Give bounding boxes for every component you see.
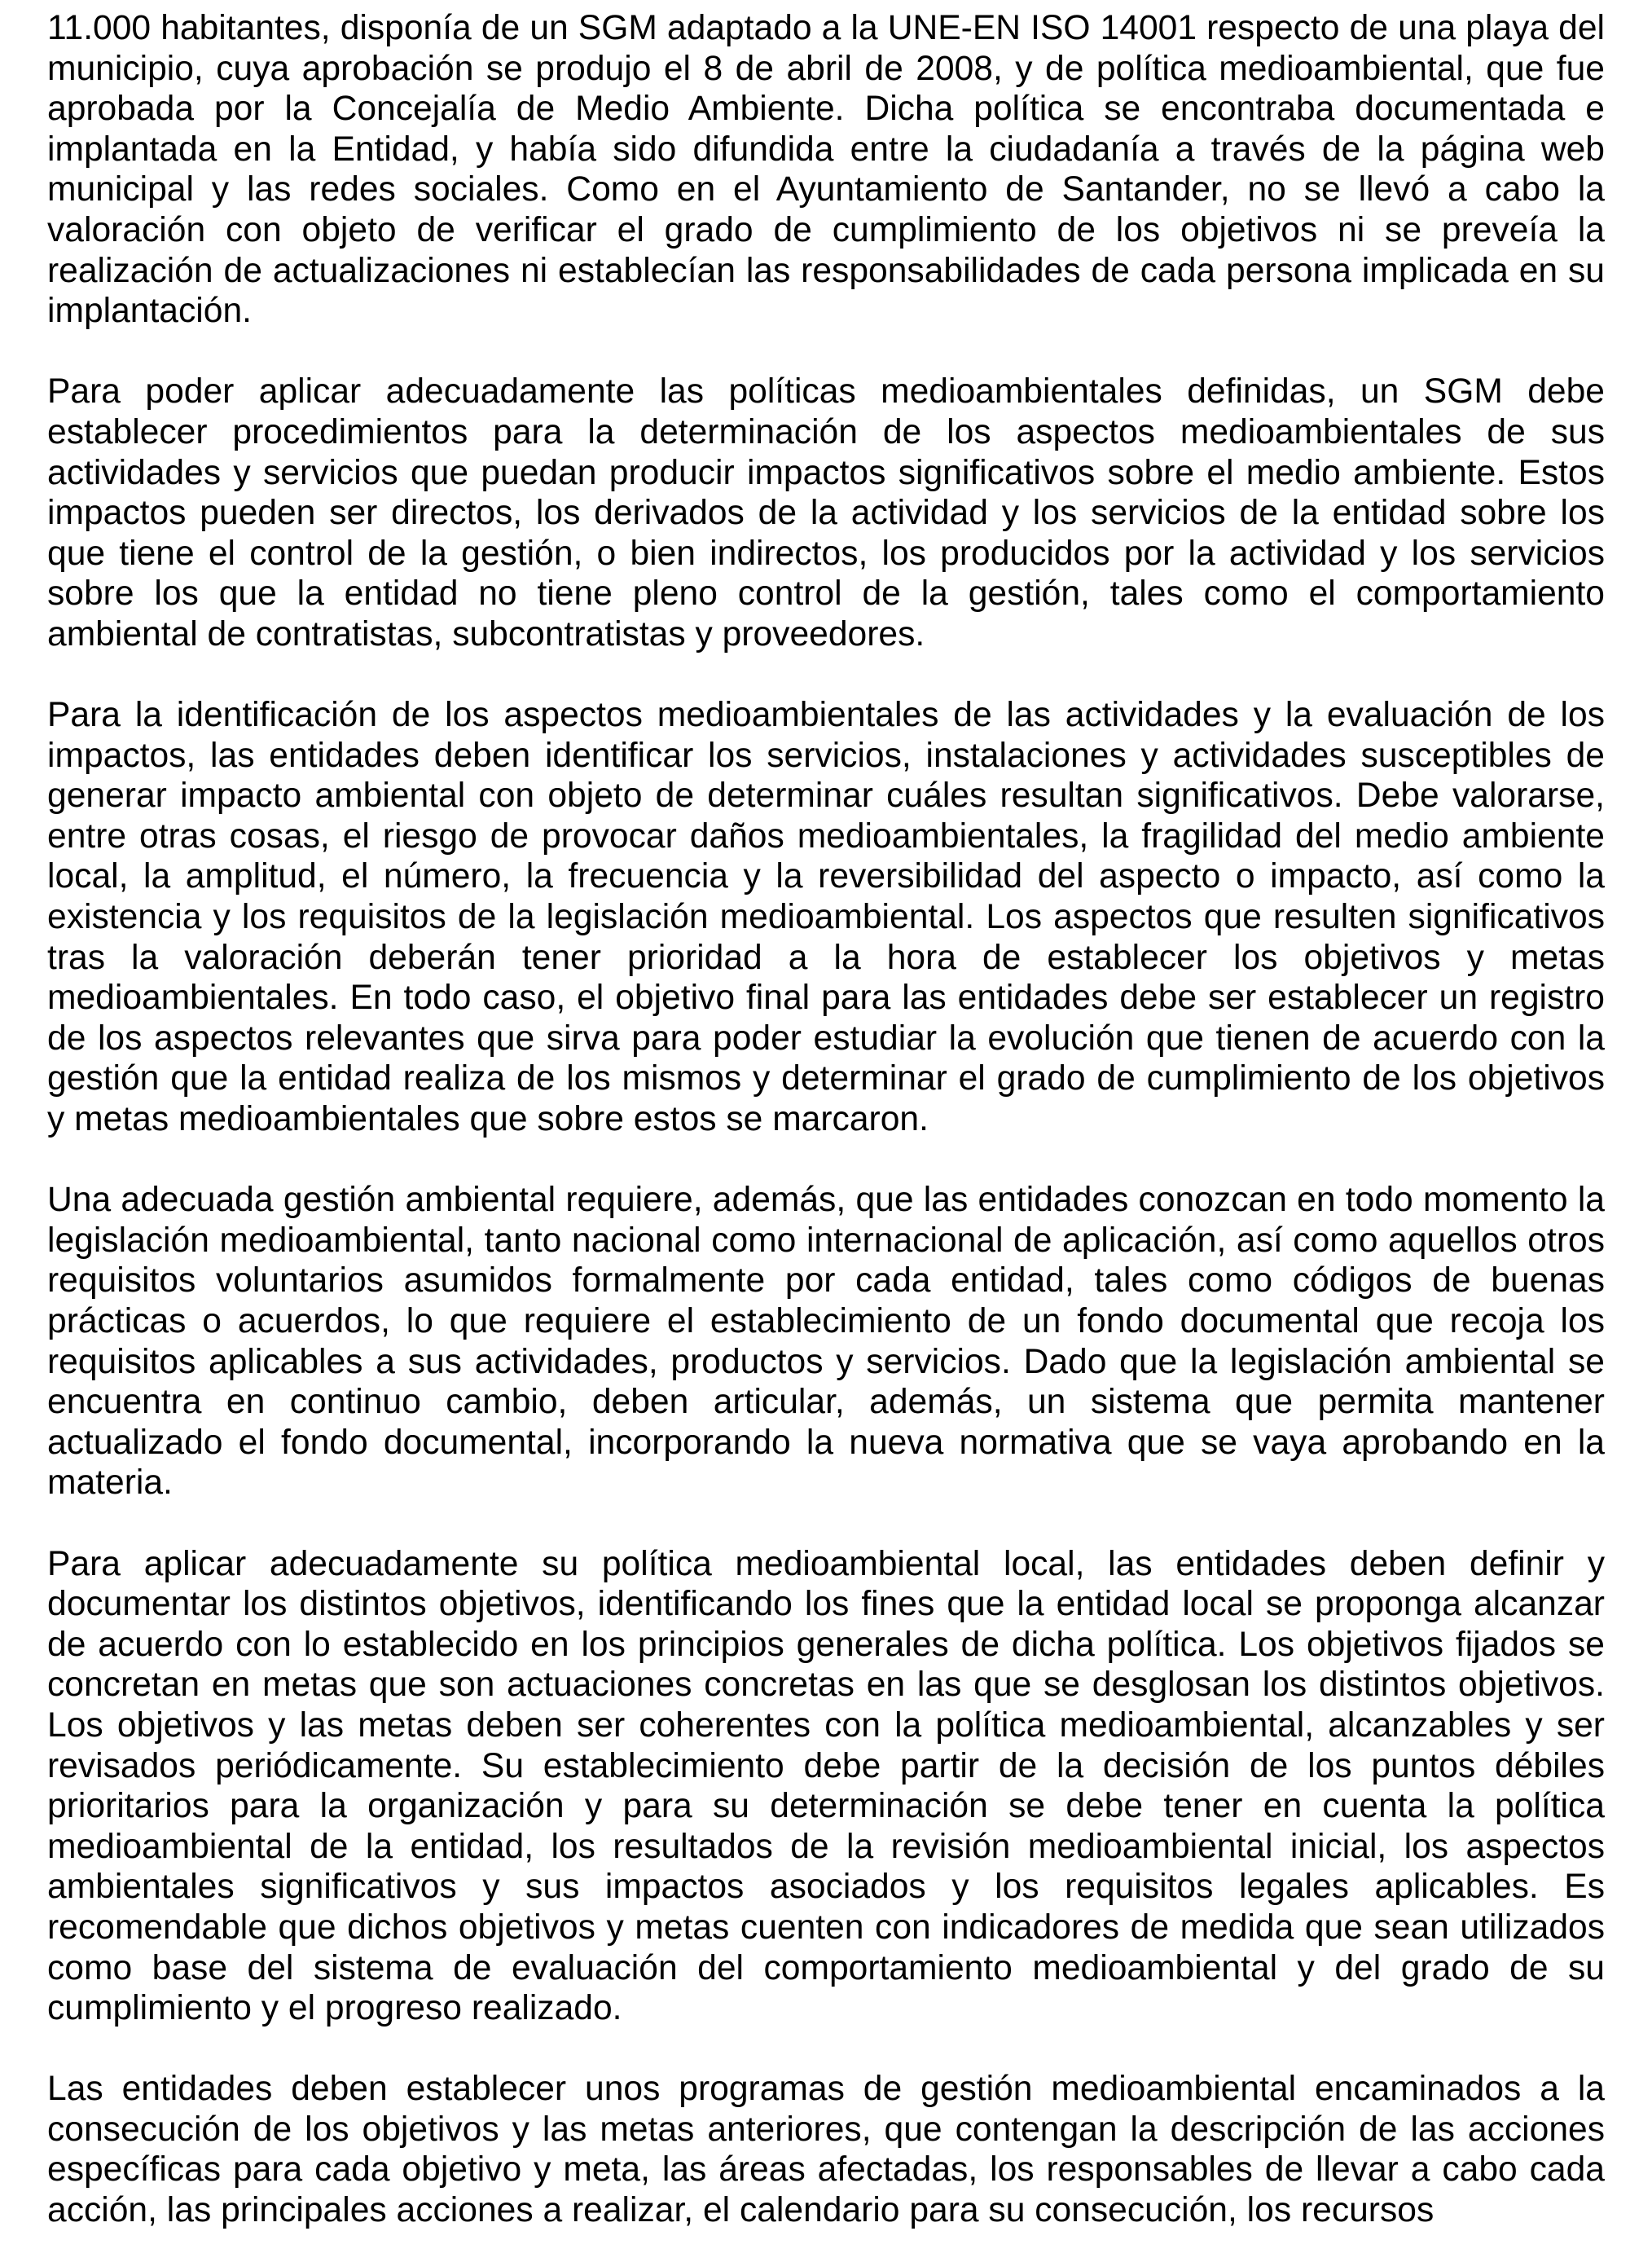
paragraph-4: Una adecuada gestión ambiental requiere, además, que las entidades conozcan en todo momento la legislación medioambiental, tanto nacional como internacional de aplicación, así como aquellos otros requisitos voluntarios asumidos formalmente por cada entidad, tales como códigos de buenas prácticas o acuerdos, lo que requiere el establecimiento de un fondo documental que recoja los requisitos aplicables a sus actividades, productos y servicios. Dado que la legislación ambiental se encuentra en continuo cambio, deben articular, además, un sistema que permita mantener actualizado el fondo documental, incorporando la nueva normativa que se vaya aprobando en la materia. — [47, 1180, 1605, 1503]
paragraph-3: Para la identificación de los aspectos medioambientales de las actividades y la evaluación de los impactos, las entidades deben identificar los servicios, instalaciones y actividades susceptibles de generar impacto ambiental con objeto de determinar cuáles resultan significativos. Debe valorarse, entre otras cosas, el riesgo de provocar daños medioambientales, la fragilidad del medio ambiente local, la amplitud, el número, la frecuencia y la reversibilidad del aspecto o impacto, así como la existencia y los requisitos de la legislación medioambiental. Los aspectos que resulten significativos tras la valoración deberán tener prioridad a la hora de establecer los objetivos y metas medioambientales. En todo caso, el objetivo final para las entidades debe ser establecer un registro de los aspectos relevantes que sirva para poder estudiar la evolución que tienen de acuerdo con la gestión que la entidad realiza de los mismos y determinar el grado de cumplimiento de los objetivos y metas medioambientales que sobre estos se marcaron. — [47, 695, 1605, 1139]
paragraph-6: Las entidades deben establecer unos programas de gestión medioambiental encaminados a la consecución de los objetivos y las metas anteriores, que contengan la descripción de las acciones específicas para cada objetivo y meta, las áreas afectadas, los responsables de llevar a cabo cada acción, las principales acciones a realizar, el calendario para su consecución, los recursos — [47, 2069, 1605, 2230]
document-page — [47, 8, 1605, 2231]
paragraph-5: Para aplicar adecuadamente su política medioambiental local, las entidades deben definir y documentar los distintos objetivos, identificando los fines que la entidad local se proponga alcanzar de acuerdo con lo establecido en los principios generales de dicha política. Los objetivos fijados se concretan en metas que son actuaciones concretas en las que se desglosan los distintos objetivos. Los objetivos y las metas deben ser coherentes con la política medioambiental, alcanzables y ser revisados periódicamente. Su establecimiento debe partir de la decisión de los puntos débiles prioritarios para la organización y para su determinación se debe tener en cuenta la política medioambiental de la entidad, los resultados de la revisión medioambiental inicial, los aspectos ambientales significativos y sus impactos asociados y los requisitos legales aplicables. Es recomendable que dichos objetivos y metas cuenten con indicadores de medida que sean utilizados como base del sistema de evaluación del comportamiento medioambiental y del grado de su cumplimiento y el progreso realizado. — [47, 1543, 1605, 2028]
paragraph-2: Para poder aplicar adecuadamente las políticas medioambientales definidas, un SGM debe establecer procedimientos para la determinación de los aspectos medioambientales de sus actividades y servicios que puedan producir impactos significativos sobre el medio ambiente. Estos impactos pueden ser directos, los derivados de la actividad y los servicios de la entidad sobre los que tiene el control de la gestión, o bien indirectos, los producidos por la actividad y los servicios sobre los que la entidad no tiene pleno control de la gestión, tales como el comportamiento ambiental de contratistas, subcontratistas y proveedores. — [47, 372, 1605, 654]
paragraph-1: 11.000 habitantes, disponía de un SGM adaptado a la UNE-EN ISO 14001 respecto de una playa del municipio, cuya aprobación se produjo el 8 de abril de 2008, y de política medioambiental, que fue aprobada por la Concejalía de Medio Ambiente. Dicha política se encontraba documentada e implantada en la Entidad, y había sido difundida entre la ciudadanía a través de la página web municipal y las redes sociales. Como en el Ayuntamiento de Santander, no se llevó a cabo la valoración con objeto de verificar el grado de cumplimiento de los objetivos ni se preveía la realización de actualizaciones ni establecían las responsabilidades de cada persona implicada en su implantación. — [47, 8, 1605, 331]
